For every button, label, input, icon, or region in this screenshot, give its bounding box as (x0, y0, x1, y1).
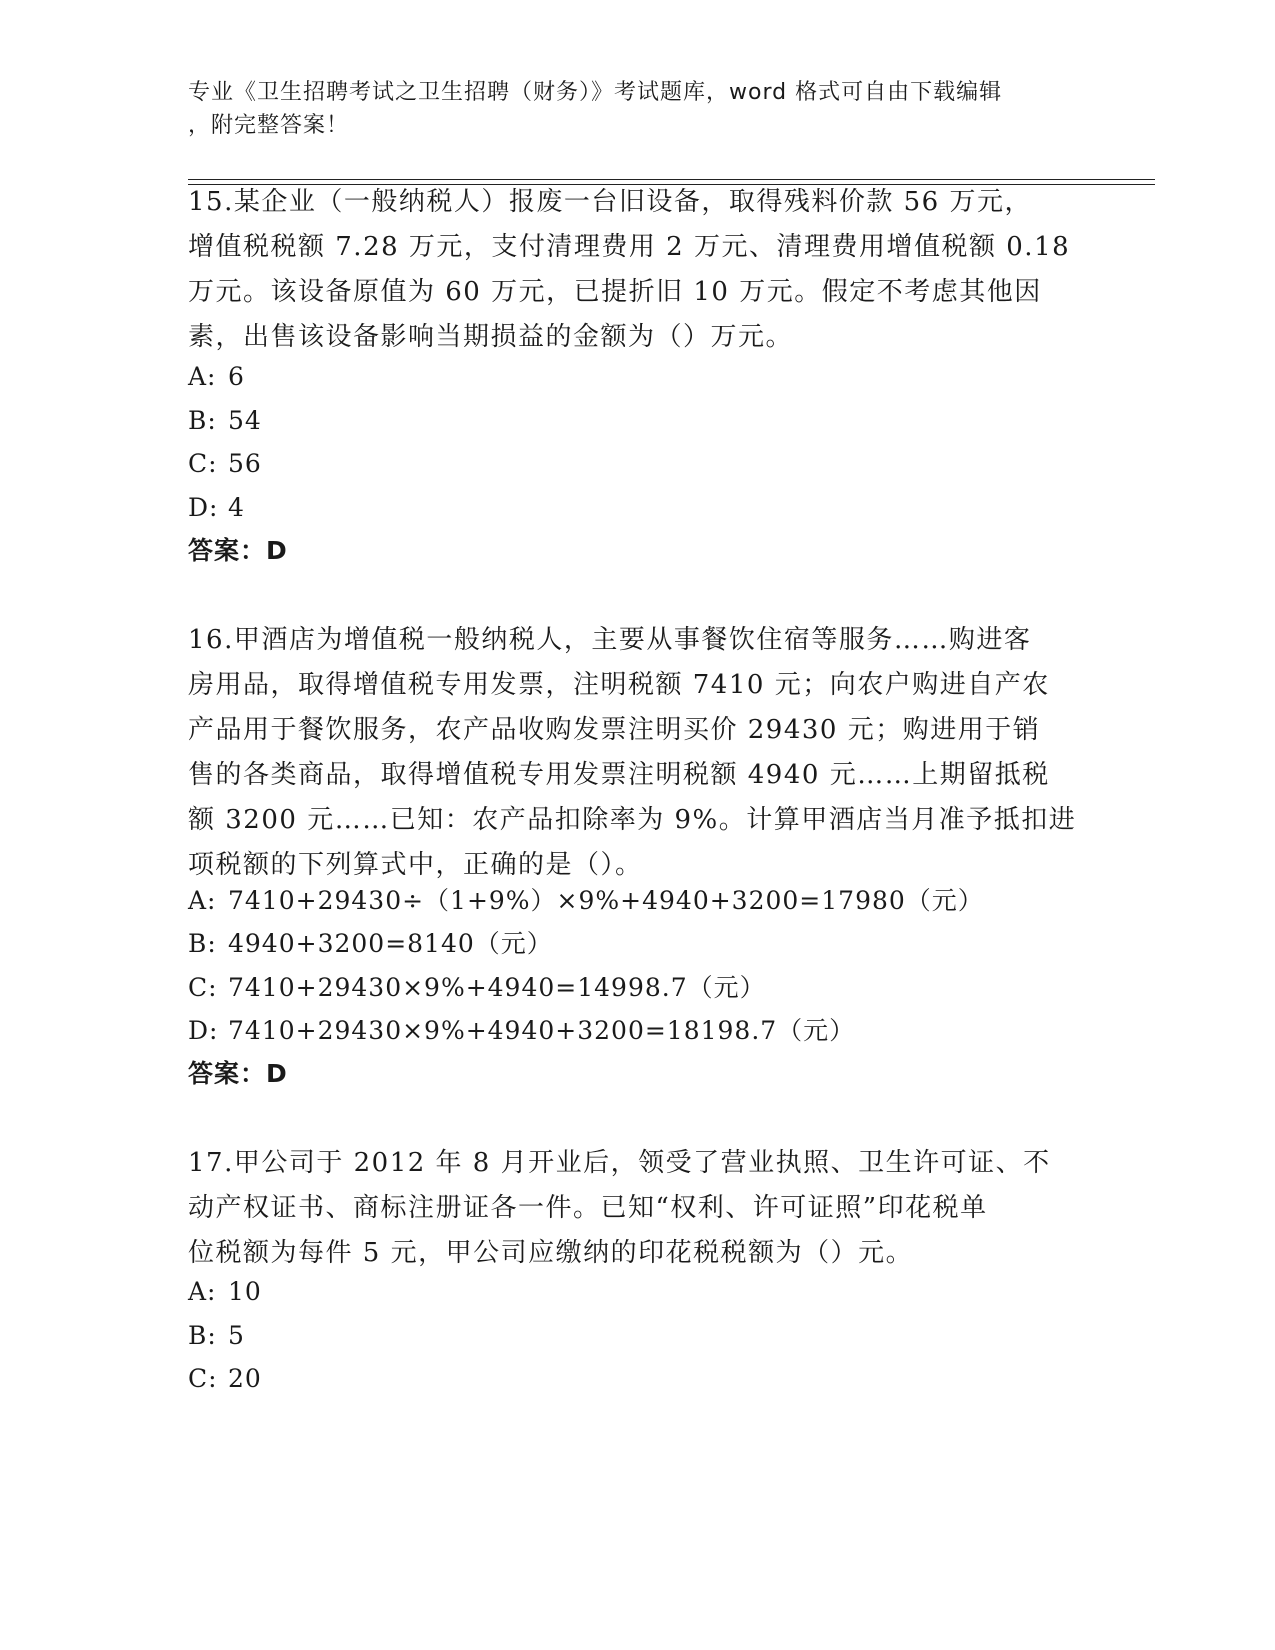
question-line: 增值税税额 7.28 万元，支付清理费用 2 万元、清理费用增值税额 0.18 (188, 232, 1071, 262)
question-line: 额 3200 元……已知：农产品扣除率为 9%。计算甲酒店当月准予抵扣进 (188, 805, 1077, 835)
option-label: B: (188, 406, 217, 435)
option-text: 7410+29430×9%+4940+3200=18198.7（元） (228, 1016, 856, 1045)
option-text: 7410+29430÷（1+9%）×9%+4940+3200=17980（元） (228, 886, 984, 915)
question-16-option-d (188, 1014, 855, 1048)
question-15-option-b (188, 404, 262, 438)
option-label: D: (188, 493, 219, 522)
header-line-1: 专业《卫生招聘考试之卫生招聘（财务）》考试题库，word 格式可自由下载编辑 (188, 80, 1003, 105)
question-line: 万元。该设备原值为 60 万元，已提折旧 10 万元。假定不考虑其他因 (188, 277, 1042, 307)
question-16-option-c (188, 971, 766, 1005)
question-15-option-d (188, 491, 245, 525)
question-line: 产品用于餐饮服务，农产品收购发票注明买价 29430 元；购进用于销 (188, 715, 1041, 745)
option-label: B: (188, 1321, 217, 1350)
option-text: 54 (228, 406, 262, 435)
option-label: A: (188, 1277, 217, 1306)
option-label: C: (188, 1364, 218, 1393)
question-line: 房用品，取得增值税专用发票，注明税额 7410 元；向农户购进自产农 (188, 670, 1050, 700)
option-label: A: (188, 362, 217, 391)
option-text: 7410+29430×9%+4940=14998.7（元） (228, 973, 766, 1002)
option-text: 20 (228, 1364, 262, 1393)
question-17-option-c (188, 1362, 262, 1396)
question-15-answer: 答案：D (188, 536, 288, 565)
option-text: 10 (228, 1277, 262, 1306)
question-line: 动产权证书、商标注册证各一件。已知“权利、许可证照”印花税单 (188, 1193, 988, 1223)
question-line: 16.甲酒店为增值税一般纳税人，主要从事餐饮住宿等服务……购进客 (188, 625, 1032, 655)
question-17-option-b (188, 1319, 245, 1353)
question-line: 位税额为每件 5 元，甲公司应缴纳的印花税税额为（）元。 (188, 1238, 914, 1268)
question-15-option-c (188, 447, 262, 481)
question-line: 17.甲公司于 2012 年 8 月开业后，领受了营业执照、卫生许可证、不 (188, 1148, 1051, 1178)
question-line: 项税额的下列算式中，正确的是（）。 (188, 850, 643, 880)
question-line: 售的各类商品，取得增值税专用发票注明税额 4940 元……上期留抵税 (188, 760, 1050, 790)
option-label: C: (188, 973, 218, 1002)
question-16-option-b (188, 927, 553, 961)
option-text: 56 (228, 449, 262, 478)
option-text: 4 (228, 493, 245, 522)
option-label: A: (188, 886, 217, 915)
question-17-option-a (188, 1275, 262, 1309)
question-15-text (188, 180, 1088, 360)
question-16-option-a (188, 884, 984, 918)
question-line: 素，出售该设备影响当期损益的金额为（）万元。 (188, 322, 794, 352)
question-16-text (188, 618, 1088, 888)
option-label: C: (188, 449, 218, 478)
option-text: 4940+3200=8140（元） (228, 929, 553, 958)
document-header (188, 76, 1088, 142)
question-line: 15.某企业（一般纳税人）报废一台旧设备，取得残料价款 56 万元， (188, 187, 1032, 217)
option-label: D: (188, 1016, 219, 1045)
question-15-option-a (188, 360, 245, 394)
option-label: B: (188, 929, 217, 958)
question-16-answer: 答案：D (188, 1059, 288, 1088)
option-text: 5 (228, 1321, 245, 1350)
question-17-text (188, 1141, 1088, 1276)
header-line-2: ，附完整答案！ (188, 113, 350, 138)
option-text: 6 (228, 362, 245, 391)
